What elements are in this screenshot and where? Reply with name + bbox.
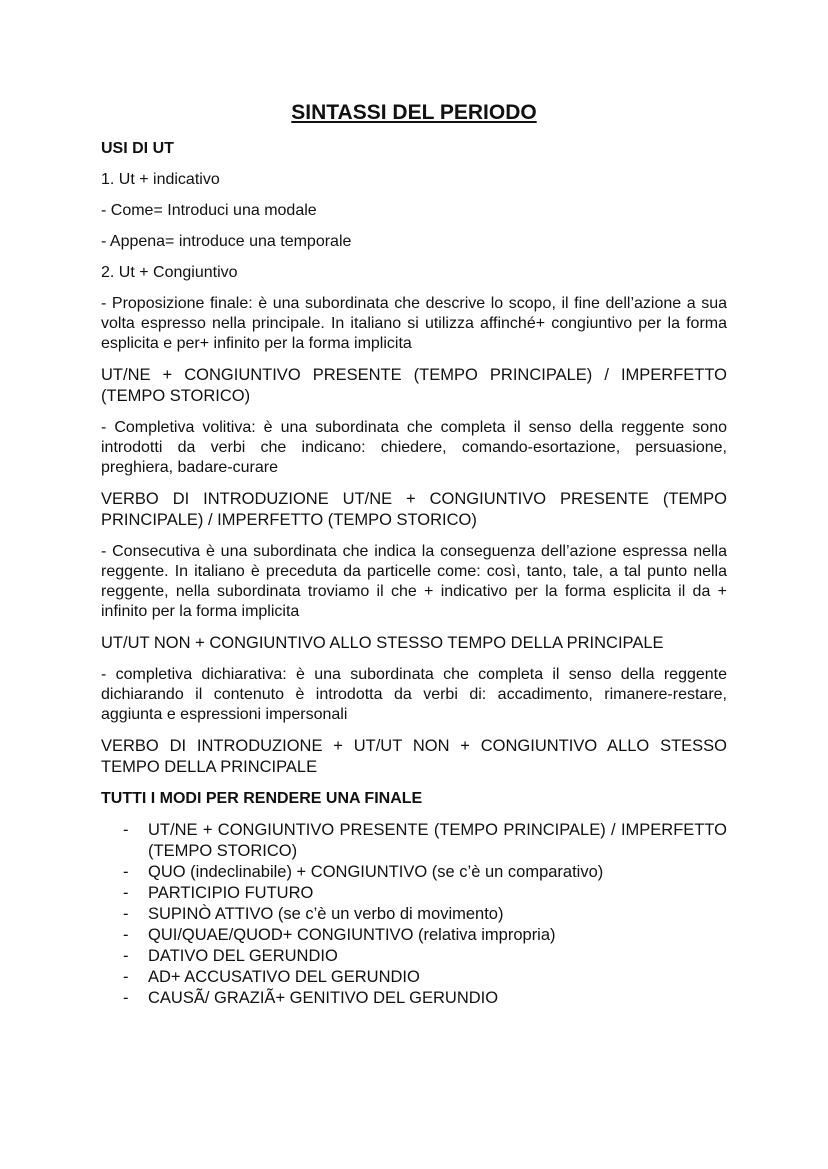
list-item (101, 946, 727, 967)
list-item (101, 967, 727, 988)
rule-volitiva: VERBO DI INTRODUZIONE UT/NE + CONGIUNTIVO PRESENTE (TEMPO PRINCIPALE) / IMPERFETTO (TEMPO STORICO) (101, 490, 727, 529)
list-bullet: - (123, 968, 129, 986)
list-item-text: DATIVO DEL GERUNDIO (148, 947, 338, 965)
rule-consecutiva: UT/UT NON + CONGIUNTIVO ALLO STESSO TEMPO DELLA PRINCIPALE (101, 634, 664, 652)
list-bullet: - (123, 947, 129, 965)
list-bullet: - (123, 863, 129, 881)
item-ut-indicativo: 1. Ut + indicativo (101, 171, 220, 188)
list-item-text: UT/NE + CONGIUNTIVO PRESENTE (TEMPO PRINCIPALE) / IMPERFETTO (TEMPO STORICO) (148, 821, 727, 860)
rule-finale: UT/NE + CONGIUNTIVO PRESENTE (TEMPO PRINCIPALE) / IMPERFETTO (TEMPO STORICO) (101, 366, 727, 405)
list-item (101, 988, 727, 1009)
list-item (101, 904, 727, 925)
line-come: - Come= Introduci una modale (101, 202, 317, 219)
paragraph-consecutiva: - Consecutiva è una subordinata che indica la conseguenza dell’azione espressa nella reggente. In italiano è preceduta da particelle come: così, tanto, tale, a tal punto nella reggente, nella subordinata troviamo il che + indicativo per la forma esplicita il da + infinito per la forma implicita (101, 543, 727, 620)
list-item (101, 883, 727, 904)
list-bullet: - (123, 821, 129, 839)
list-item-text: AD+ ACCUSATIVO DEL GERUNDIO (148, 968, 420, 986)
list-bullet: - (123, 905, 129, 923)
list-bullet: - (123, 989, 129, 1007)
list-item-text: SUPINÒ ATTIVO (se c’è un verbo di movimento) (148, 905, 504, 923)
section-heading-usi-di-ut: USI DI UT (101, 140, 174, 157)
page-title: SINTASSI DEL PERIODO (291, 101, 537, 124)
document-body (101, 99, 727, 1009)
list-bullet: - (123, 884, 129, 902)
paragraph-completiva-dichiarativa: - completiva dichiarativa: è una subordinata che completa il senso della reggente dichiarando il contenuto è introdotta da verbi di: accadimento, rimanere-restare, aggiunta e espressioni impersonali (101, 666, 727, 723)
paragraph-proposizione-finale: - Proposizione finale: è una subordinata che descrive lo scopo, il fine dell’azione a sua volta espresso nella principale. In italiano si utilizza affinché+ congiuntivo per la forma esplicita e per+ infinito per la forma implicita (101, 295, 727, 352)
list-item (101, 862, 727, 883)
list-item (101, 820, 727, 862)
line-appena: - Appena= introduce una temporale (101, 233, 352, 250)
list-item (101, 925, 727, 946)
list-item-text: QUO (indeclinabile) + CONGIUNTIVO (se c’è un comparativo) (148, 863, 604, 881)
list-bullet: - (123, 926, 129, 944)
list-item-text: CAUSÃ/ GRAZIÃ+ GENITIVO DEL GERUNDIO (148, 989, 499, 1007)
rule-dichiarativa: VERBO DI INTRODUZIONE + UT/UT NON + CONGIUNTIVO ALLO STESSO TEMPO DELLA PRINCIPALE (101, 737, 727, 776)
item-ut-congiuntivo: 2. Ut + Congiuntivo (101, 264, 238, 281)
list-item-text: PARTICIPIO FUTURO (148, 884, 314, 902)
section-heading-modi-finale: TUTTI I MODI PER RENDERE UNA FINALE (101, 790, 423, 807)
finale-list (101, 820, 727, 1009)
list-item-text: QUI/QUAE/QUOD+ CONGIUNTIVO (relativa impropria) (148, 926, 556, 944)
paragraph-completiva-volitiva: - Completiva volitiva: è una subordinata che completa il senso della reggente sono introdotti da verbi che indicano: chiedere, comando-esortazione, persuasione, preghiera, badare-curare (101, 419, 727, 476)
